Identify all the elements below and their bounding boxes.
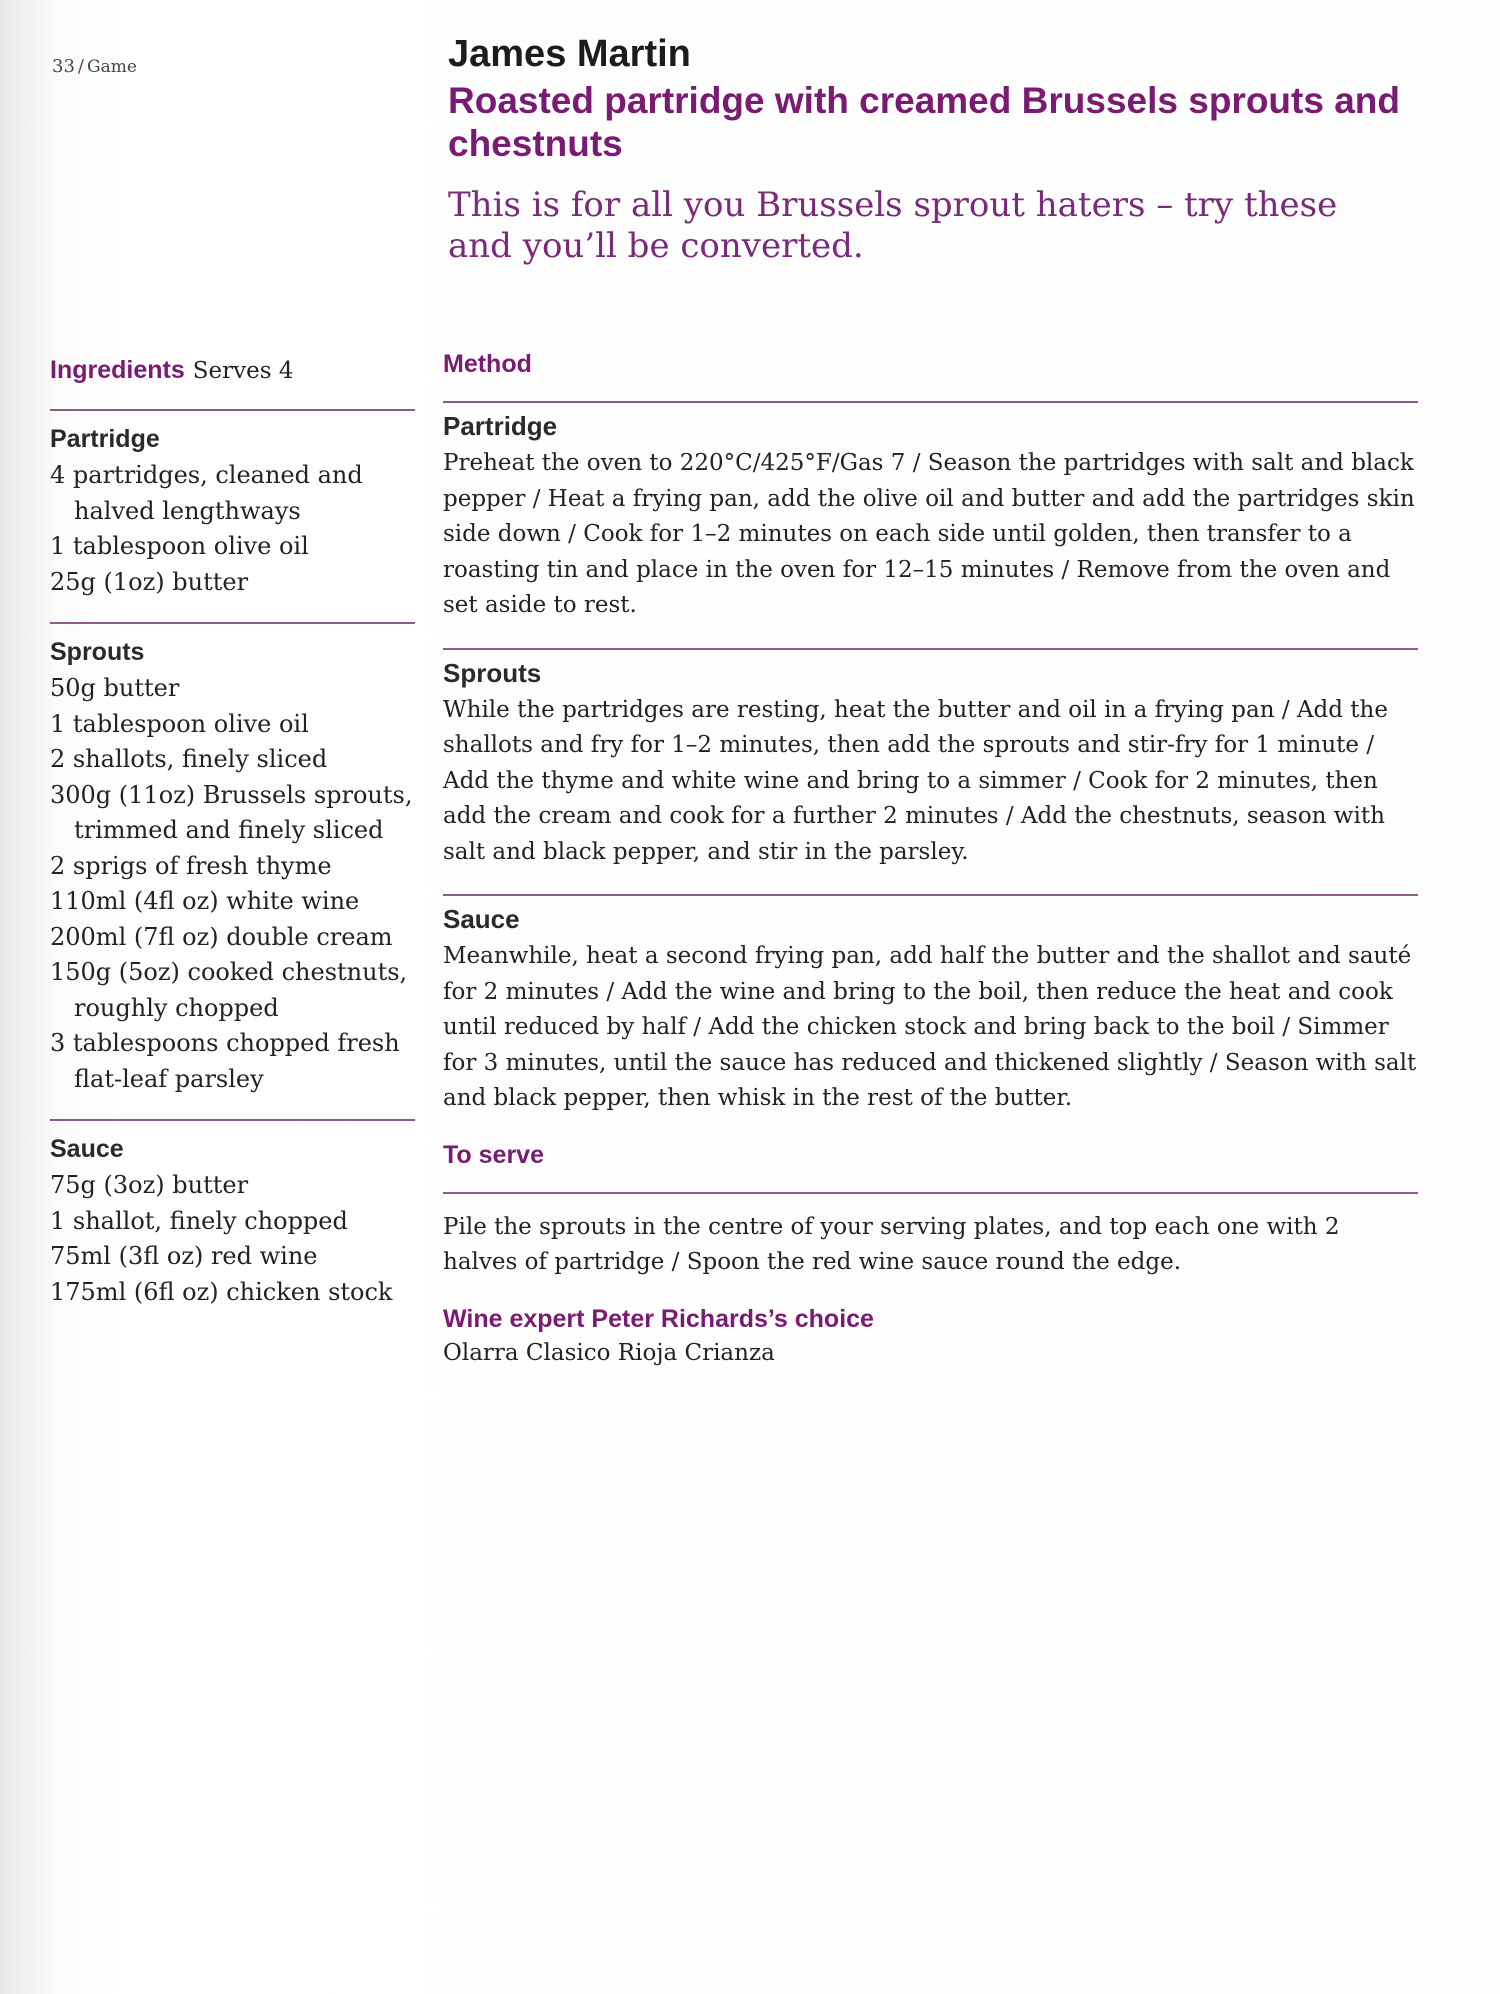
to-serve-heading: To serve [443,1140,544,1169]
ingredients-header [50,356,415,385]
ingredient-item: 75ml (3fl oz) red wine [50,1242,318,1270]
method-heading: Method [443,350,532,378]
ingredients-heading: Ingredients [50,356,185,384]
to-serve-text: Pile the sprouts in the centre of your serving plates, and top each one with 2 halves of partridge / Spoon the red wine sauce round the edge. [443,1213,1340,1275]
ingredient-item: 175ml (6fl oz) chicken stock [50,1277,393,1306]
method-section-title: Sauce [443,904,520,934]
method-section-partridge [443,401,1418,624]
method-section-text: Meanwhile, heat a second frying pan, add half the butter and the shallot and sauté for 2 minutes / Add the wine and bring to the boil, then reduce the heat and cook until reduced by half / Add the chicken stock and bring back to the boil / Simmer for 3 minutes, until the sauce has reduced and thickened slightly / Season with salt and black pepper, then whisk in the rest of the butter. [443,943,1417,1111]
ingredients-list [50,458,415,600]
wine-choice-heading: Wine expert Peter Richards’s choice [443,1304,874,1333]
ingredients-section-title: Sauce [50,1135,124,1163]
wine-name: Olarra Clasico Rioja Crianza [443,1339,775,1366]
ingredient-item: 200ml (7fl oz) double cream [50,922,393,951]
ingredient-item: 25g (1oz) butter [50,567,249,596]
ingredient-item: 2 shallots, finely sliced [50,745,328,773]
method-section-sauce [443,894,1418,1117]
ingredient-item: 150g (5oz) cooked chestnuts, roughly chopped [50,958,408,1022]
method-section-sprouts [443,648,1418,871]
ingredients-section-title: Partridge [50,425,160,453]
method-section-text: While the partridges are resting, heat the butter and oil in a frying pan / Add the shallots and fry for 1–2 minutes, then add the sprouts and stir-fry for 1 minute / Add the thyme and white wine and bring to a simmer / Cook for 2 minutes, then add the cream and cook for a further 2 minutes / Add the chestnuts, season with salt and black pepper, and stir in the parsley. [443,696,1388,865]
ingredient-item: 1 tablespoon olive oil [50,709,309,738]
ingredient-item: 4 partridges, cleaned and halved lengthways [50,461,363,525]
ingredients-section-title: Sprouts [50,638,145,666]
section-divider [50,409,415,411]
section-divider [50,622,415,624]
recipe-intro: This is for all you Brussels sprout haters – try these and you’ll be converted. [448,185,1338,266]
ingredient-item: 75g (3oz) butter [50,1171,249,1199]
ingredient-item: 110ml (4fl oz) white wine [50,887,360,915]
section-divider [443,401,1418,403]
section-divider [443,894,1418,896]
ingredients-section-sprouts [50,622,415,1097]
page-number-value: 33 [52,56,75,77]
ingredient-item: 1 shallot, finely chopped [50,1206,348,1235]
section-divider [50,1119,415,1121]
serves-label: Serves 4 [192,358,294,384]
method-section-title: Partridge [443,411,558,441]
method-column [443,350,1418,1366]
to-serve-section [443,1192,1418,1281]
page-number [52,56,137,77]
method-section-title: Sprouts [443,657,542,688]
ingredients-list [50,1168,415,1310]
method-section-text: Preheat the oven to 220°C/425°F/Gas 7 / Season the partridges with salt and black pepper / Heat a frying pan, add the olive oil and butter and add the partridges skin side down / Cook for 1–2 minutes on each side until golden, then transfer to a roasting tin and place in the oven for 12–15 minutes / Remove from the oven and set aside to rest. [443,450,1415,618]
ingredients-section-partridge [50,409,415,600]
ingredient-item: 50g butter [50,674,180,702]
recipe-header [448,32,1448,267]
ingredients-column [50,356,415,1332]
page-section-name: Game [86,57,137,77]
recipe-title: Roasted partridge with creamed Brussels sprouts and chestnuts [448,80,1400,164]
ingredient-item: 2 sprigs of fresh thyme [50,851,332,880]
page-number-slash: / [77,56,84,77]
ingredient-item: 300g (11oz) Brussels sprouts, trimmed and finely sliced [50,780,413,844]
section-divider [443,1192,1418,1194]
section-divider [443,648,1418,650]
chef-name: James Martin [448,33,691,75]
ingredient-item: 3 tablespoons chopped fresh flat-leaf parsley [50,1029,400,1093]
ingredient-item: 1 tablespoon olive oil [50,532,309,560]
ingredients-list [50,671,415,1097]
ingredients-section-sauce [50,1119,415,1310]
